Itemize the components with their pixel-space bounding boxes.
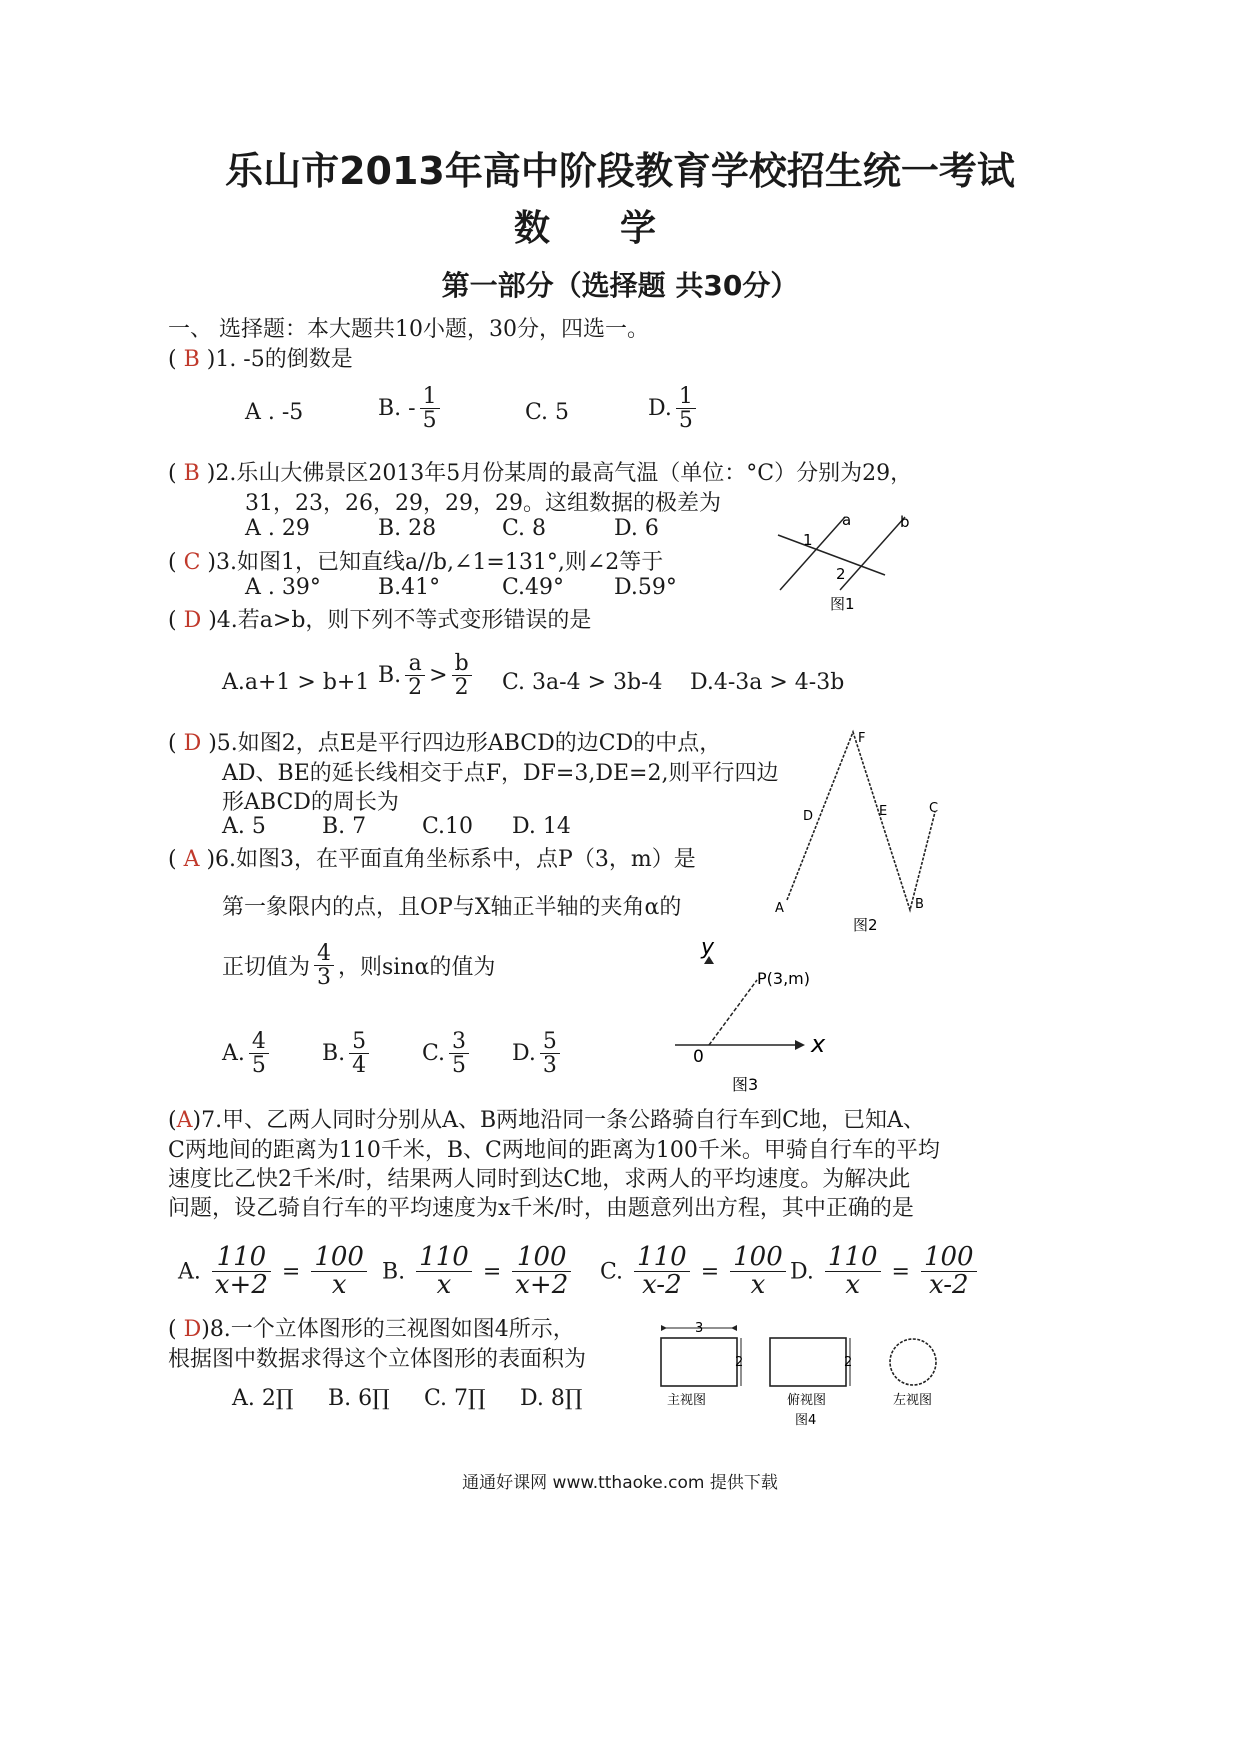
q4-option-a: A.a+1 > b+1 bbox=[222, 670, 370, 695]
answer-2: B bbox=[183, 461, 200, 486]
q5-option-b: B. 7 bbox=[322, 814, 367, 839]
question-8: ( D)8.一个立体图形的三视图如图4所示， bbox=[168, 1317, 575, 1342]
answer-8: D bbox=[183, 1317, 202, 1342]
fig3-label-y: y bbox=[701, 935, 715, 960]
fig2-label-c: C bbox=[929, 801, 939, 816]
question-7-line3: 速度比乙快2千米/时，结果两人同时到达C地，求两人的平均速度。为解决此 bbox=[168, 1167, 911, 1192]
question-7-line4: 问题，设乙骑自行车的平均速度为x千米/时，由题意列出方程，其中正确的是 bbox=[168, 1196, 914, 1221]
fig1-caption: 图1 bbox=[830, 595, 855, 613]
subject-title: 数学 bbox=[513, 208, 726, 249]
fig2-label-f: F bbox=[858, 731, 866, 746]
fig1-label-2: 2 bbox=[836, 565, 846, 583]
front-view-rect bbox=[661, 1338, 737, 1386]
question-1-stem: 1. -5的倒数是 bbox=[215, 347, 353, 372]
figure-2 bbox=[765, 720, 955, 940]
fig4-dim-h1: 2 bbox=[735, 1355, 744, 1370]
footer-text: 通通好课网 www.tthaoke.com 提供下载 bbox=[462, 1473, 778, 1493]
figure-1 bbox=[770, 505, 930, 615]
answer-3: C bbox=[183, 550, 201, 575]
fig3-point-p: P(3,m) bbox=[757, 969, 810, 988]
fig4-top-label: 俯视图 bbox=[787, 1393, 827, 1408]
q6-option-b: B. $\frac{5}{4}$ bbox=[322, 1030, 373, 1077]
q3-option-a: A . 39° bbox=[245, 575, 321, 600]
q8-option-b: B. 6∏ bbox=[328, 1386, 390, 1411]
fig4-caption: 图4 bbox=[795, 1413, 817, 1428]
q5-option-c: C.10 bbox=[422, 814, 474, 839]
q1-option-d: D. $\frac{1}{5}$ bbox=[648, 385, 700, 432]
question-7: (A)7.甲、乙两人同时分别从A、B两地沿同一条公路骑自行车到C地，已知A、 bbox=[168, 1108, 925, 1133]
fig2-label-a: A bbox=[775, 901, 784, 916]
q3-option-c: C.49° bbox=[502, 575, 565, 600]
fig2-label-e: E bbox=[879, 804, 888, 819]
question-5-line3: 形ABCD的周长为 bbox=[222, 790, 399, 815]
q2-option-b: B. 28 bbox=[378, 516, 437, 541]
figure-3 bbox=[675, 930, 835, 1100]
question-4: ( D )4.若a>b，则下列不等式变形错误的是 bbox=[168, 608, 592, 633]
fig1-label-1: 1 bbox=[803, 531, 813, 549]
q3-option-d: D.59° bbox=[614, 575, 677, 600]
q4-option-d: D.4-3a > 4-3b bbox=[690, 670, 845, 695]
segment-op bbox=[709, 980, 757, 1045]
q1-option-c: C. 5 bbox=[525, 400, 570, 425]
question-6-line2: 第一象限内的点，且OP与X轴正半轴的夹角α的 bbox=[222, 895, 682, 920]
question-6: ( A )6.如图3，在平面直角坐标系中，点P（3，m）是 bbox=[168, 847, 696, 872]
question-6-line3: 正切值为 $\frac{4}{3}$ ，则sinα的值为 bbox=[222, 941, 496, 991]
fig2-label-b: B bbox=[915, 897, 924, 912]
fig2-caption: 图2 bbox=[853, 916, 878, 934]
fig1-label-b: b bbox=[900, 513, 910, 531]
q5-option-a: A. 5 bbox=[222, 814, 266, 839]
q8-option-c: C. 7∏ bbox=[424, 1386, 486, 1411]
question-3: ( C )3.如图1，已知直线a//b,∠1=131°,则∠2等于 bbox=[168, 550, 664, 575]
dim-arrow-left-icon bbox=[661, 1325, 667, 1331]
q6-option-d: D. $\frac{5}{3}$ bbox=[512, 1030, 564, 1077]
q3-option-b: B.41° bbox=[378, 575, 441, 600]
answer-7: A bbox=[176, 1108, 193, 1133]
answer-4: D bbox=[183, 608, 202, 633]
q5-option-d: D. 14 bbox=[512, 814, 571, 839]
question-1: ( B )1. -5的倒数是 bbox=[168, 347, 353, 372]
question-5-line2: AD、BE的延长线相交于点F，DF=3,DE=2,则平行四边 bbox=[222, 761, 779, 786]
q4-option-b: B. $\frac{a}{2}$ > $\frac{b}{2}$ bbox=[378, 652, 476, 699]
top-view-rect bbox=[770, 1338, 846, 1386]
question-5: ( D )5.如图2，点E是平行四边形ABCD的边CD的中点， bbox=[168, 731, 722, 756]
q2-option-c: C. 8 bbox=[502, 516, 547, 541]
part-heading: 第一部分（选择题 共30分） bbox=[441, 269, 799, 302]
dim-arrow-right-icon bbox=[731, 1325, 737, 1331]
fig4-front-label: 主视图 bbox=[667, 1393, 707, 1408]
figure-4 bbox=[655, 1316, 955, 1436]
answer-6: A bbox=[183, 847, 200, 872]
question-8-line2: 根据图中数据求得这个立体图形的表面积为 bbox=[168, 1347, 587, 1372]
q8-option-a: A. 2∏ bbox=[232, 1386, 294, 1411]
question-7-line2: C两地间的距离为110千米，B、C两地间的距离为100千米。甲骑自行车的平均 bbox=[168, 1138, 940, 1163]
question-2: ( B )2.乐山大佛景区2013年5月份某周的最高气温（单位：°C）分别为29， bbox=[168, 461, 913, 486]
fig2-label-d: D bbox=[803, 809, 814, 824]
q8-option-d: D. 8∏ bbox=[520, 1386, 583, 1411]
q1-option-b: B. - $\frac{1}{5}$ bbox=[378, 385, 444, 432]
x-axis-arrow-icon bbox=[795, 1040, 805, 1050]
section-heading: 一、 选择题：本大题共10小题，30分，四选一。 bbox=[168, 317, 649, 342]
left-view-circle bbox=[890, 1339, 936, 1385]
answer-5: D bbox=[183, 731, 202, 756]
answer-1: B bbox=[183, 347, 200, 372]
q6-option-c: C. $\frac{3}{5}$ bbox=[422, 1030, 473, 1077]
fig3-label-x: x bbox=[811, 1030, 826, 1058]
q2-option-a: A . 29 bbox=[245, 516, 310, 541]
q7-option-a: A. $\frac{110}{x+2}$ = $\frac{100}{x}$ bbox=[178, 1244, 371, 1300]
fig3-caption: 图3 bbox=[732, 1075, 759, 1094]
q7-option-c: C. $\frac{110}{x-2}$ = $\frac{100}{x}$ bbox=[600, 1244, 790, 1300]
q7-option-d: D. $\frac{110}{x}$ = $\frac{100}{x-2}$ bbox=[790, 1244, 981, 1300]
fig1-label-a: a bbox=[842, 511, 852, 529]
q4-option-c: C. 3a-4 > 3b-4 bbox=[502, 670, 663, 695]
transversal-line bbox=[778, 535, 885, 575]
page-title: 乐山市2013年高中阶段教育学校招生统一考试 bbox=[225, 149, 1015, 193]
q6-option-a: A. $\frac{4}{5}$ bbox=[222, 1030, 273, 1077]
question-2-line2: 31，23，26，29，29，29。这组数据的极差为 bbox=[245, 491, 721, 516]
fig4-dim-h2: 2 bbox=[844, 1355, 853, 1370]
q2-option-d: D. 6 bbox=[614, 516, 659, 541]
fig3-origin: 0 bbox=[693, 1047, 704, 1067]
q1-option-a: A . -5 bbox=[245, 400, 304, 425]
fig4-left-label: 左视图 bbox=[893, 1393, 933, 1408]
q7-option-b: B. $\frac{110}{x}$ = $\frac{100}{x+2}$ bbox=[382, 1244, 575, 1300]
fig4-dim-width: 3 bbox=[695, 1321, 704, 1336]
